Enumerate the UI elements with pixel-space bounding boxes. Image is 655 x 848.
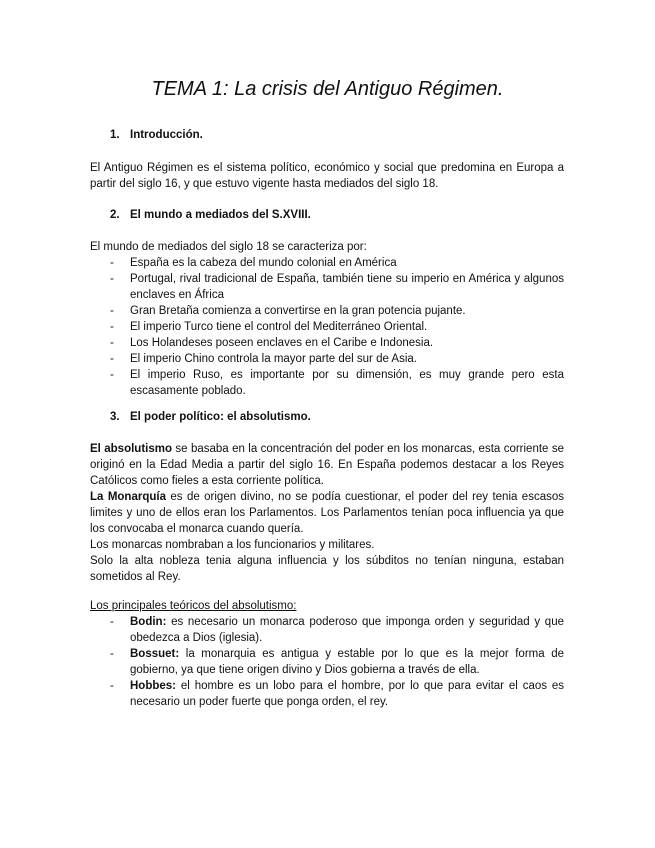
absolutismo-paragraph: El absolutismo se basaba en la concentración del poder en los monarcas, esta corriente se originó en la Edad Media a partir del siglo 16. En España podemos destacar a los Reyes Católicos como fieles a esta corriente política. (90, 443, 564, 487)
funcionarios-paragraph: Los monarcas nombraban a los funcionarios y militares. (90, 539, 375, 551)
section-number: 1. (110, 129, 120, 141)
dash-bullet: - (110, 273, 114, 285)
dash-bullet: - (110, 321, 114, 333)
list-item: - Bossuet: la monarquia es antigua y estable por lo que es la mejor forma de gobierno, ya que tiene origen divino y Dios gobierna a través de ella. (110, 648, 564, 676)
dash-bullet: - (110, 369, 114, 381)
list-item: - El imperio Turco tiene el control del Mediterráneo Oriental. (110, 321, 428, 333)
section-number: 2. (110, 209, 120, 221)
intro-paragraph: El Antiguo Régimen es el sistema político, económico y social que predomina en Europa a partir del siglo 16, y que estuvo vigente hasta mediados del siglo 18. (90, 162, 564, 190)
teoricos-heading: Los principales teóricos del absolutismo: (90, 600, 297, 612)
nobleza-paragraph: Solo la alta nobleza tenia alguna influencia y los súbditos no tenían ninguna, estaban sometidos al Rey. (90, 555, 564, 583)
absolutismo-body (90, 441, 564, 585)
list-item: - Los Holandeses poseen enclaves en el Caribe e Indonesia. (110, 337, 434, 349)
monarquia-paragraph: La Monarquía es de origen divino, no se podía cuestionar, el poder del rey tenia escasos limites y uno de ellos eran los Parlamentos. Los Parlamentos tenían poca influencia ya que los convocaba el monarca cuando quería. (90, 491, 564, 535)
teoricos-list (90, 614, 564, 710)
mundo-intro: El mundo de mediados del siglo 18 se caracteriza por: (90, 241, 367, 253)
list-item: - El imperio Ruso, es importante por su dimensión, es muy grande pero esta escasamente poblado. (110, 369, 564, 397)
section-title: El poder político: el absolutismo. (130, 411, 311, 423)
list-item: - Bodin: es necesario un monarca poderoso que imponga orden y seguridad y que obedezca a Dios (iglesia). (110, 616, 564, 644)
dash-bullet: - (110, 680, 114, 692)
section-title: El mundo a mediados del S.XVIII. (130, 209, 311, 221)
dash-bullet: - (110, 337, 114, 349)
dash-bullet: - (110, 353, 114, 365)
section-heading-mundo (110, 209, 311, 221)
list-item: - El imperio Chino controla la mayor parte del sur de Asia. (110, 353, 418, 365)
section-number: 3. (110, 411, 120, 423)
mundo-list (90, 255, 564, 399)
dash-bullet: - (110, 305, 114, 317)
page-title: TEMA 1: La crisis del Antiguo Régimen. (151, 78, 504, 100)
section-title: Introducción. (130, 129, 203, 141)
list-item: - Hobbes: el hombre es un lobo para el hombre, por lo que para evitar el caos es necesario un poder fuerte que ponga orden, el rey. (110, 680, 564, 708)
section-heading-absolutismo (110, 411, 311, 423)
list-item: - Portugal, rival tradicional de España, también tiene su imperio en América y algunos enclaves en África (110, 273, 564, 301)
dash-bullet: - (110, 257, 114, 269)
dash-bullet: - (110, 616, 114, 628)
list-item: - Gran Bretaña comienza a convertirse en la gran potencia pujante. (110, 305, 466, 317)
list-item: - España es la cabeza del mundo colonial en América (110, 257, 397, 269)
dash-bullet: - (110, 648, 114, 660)
section-heading-introduccion (110, 129, 203, 141)
